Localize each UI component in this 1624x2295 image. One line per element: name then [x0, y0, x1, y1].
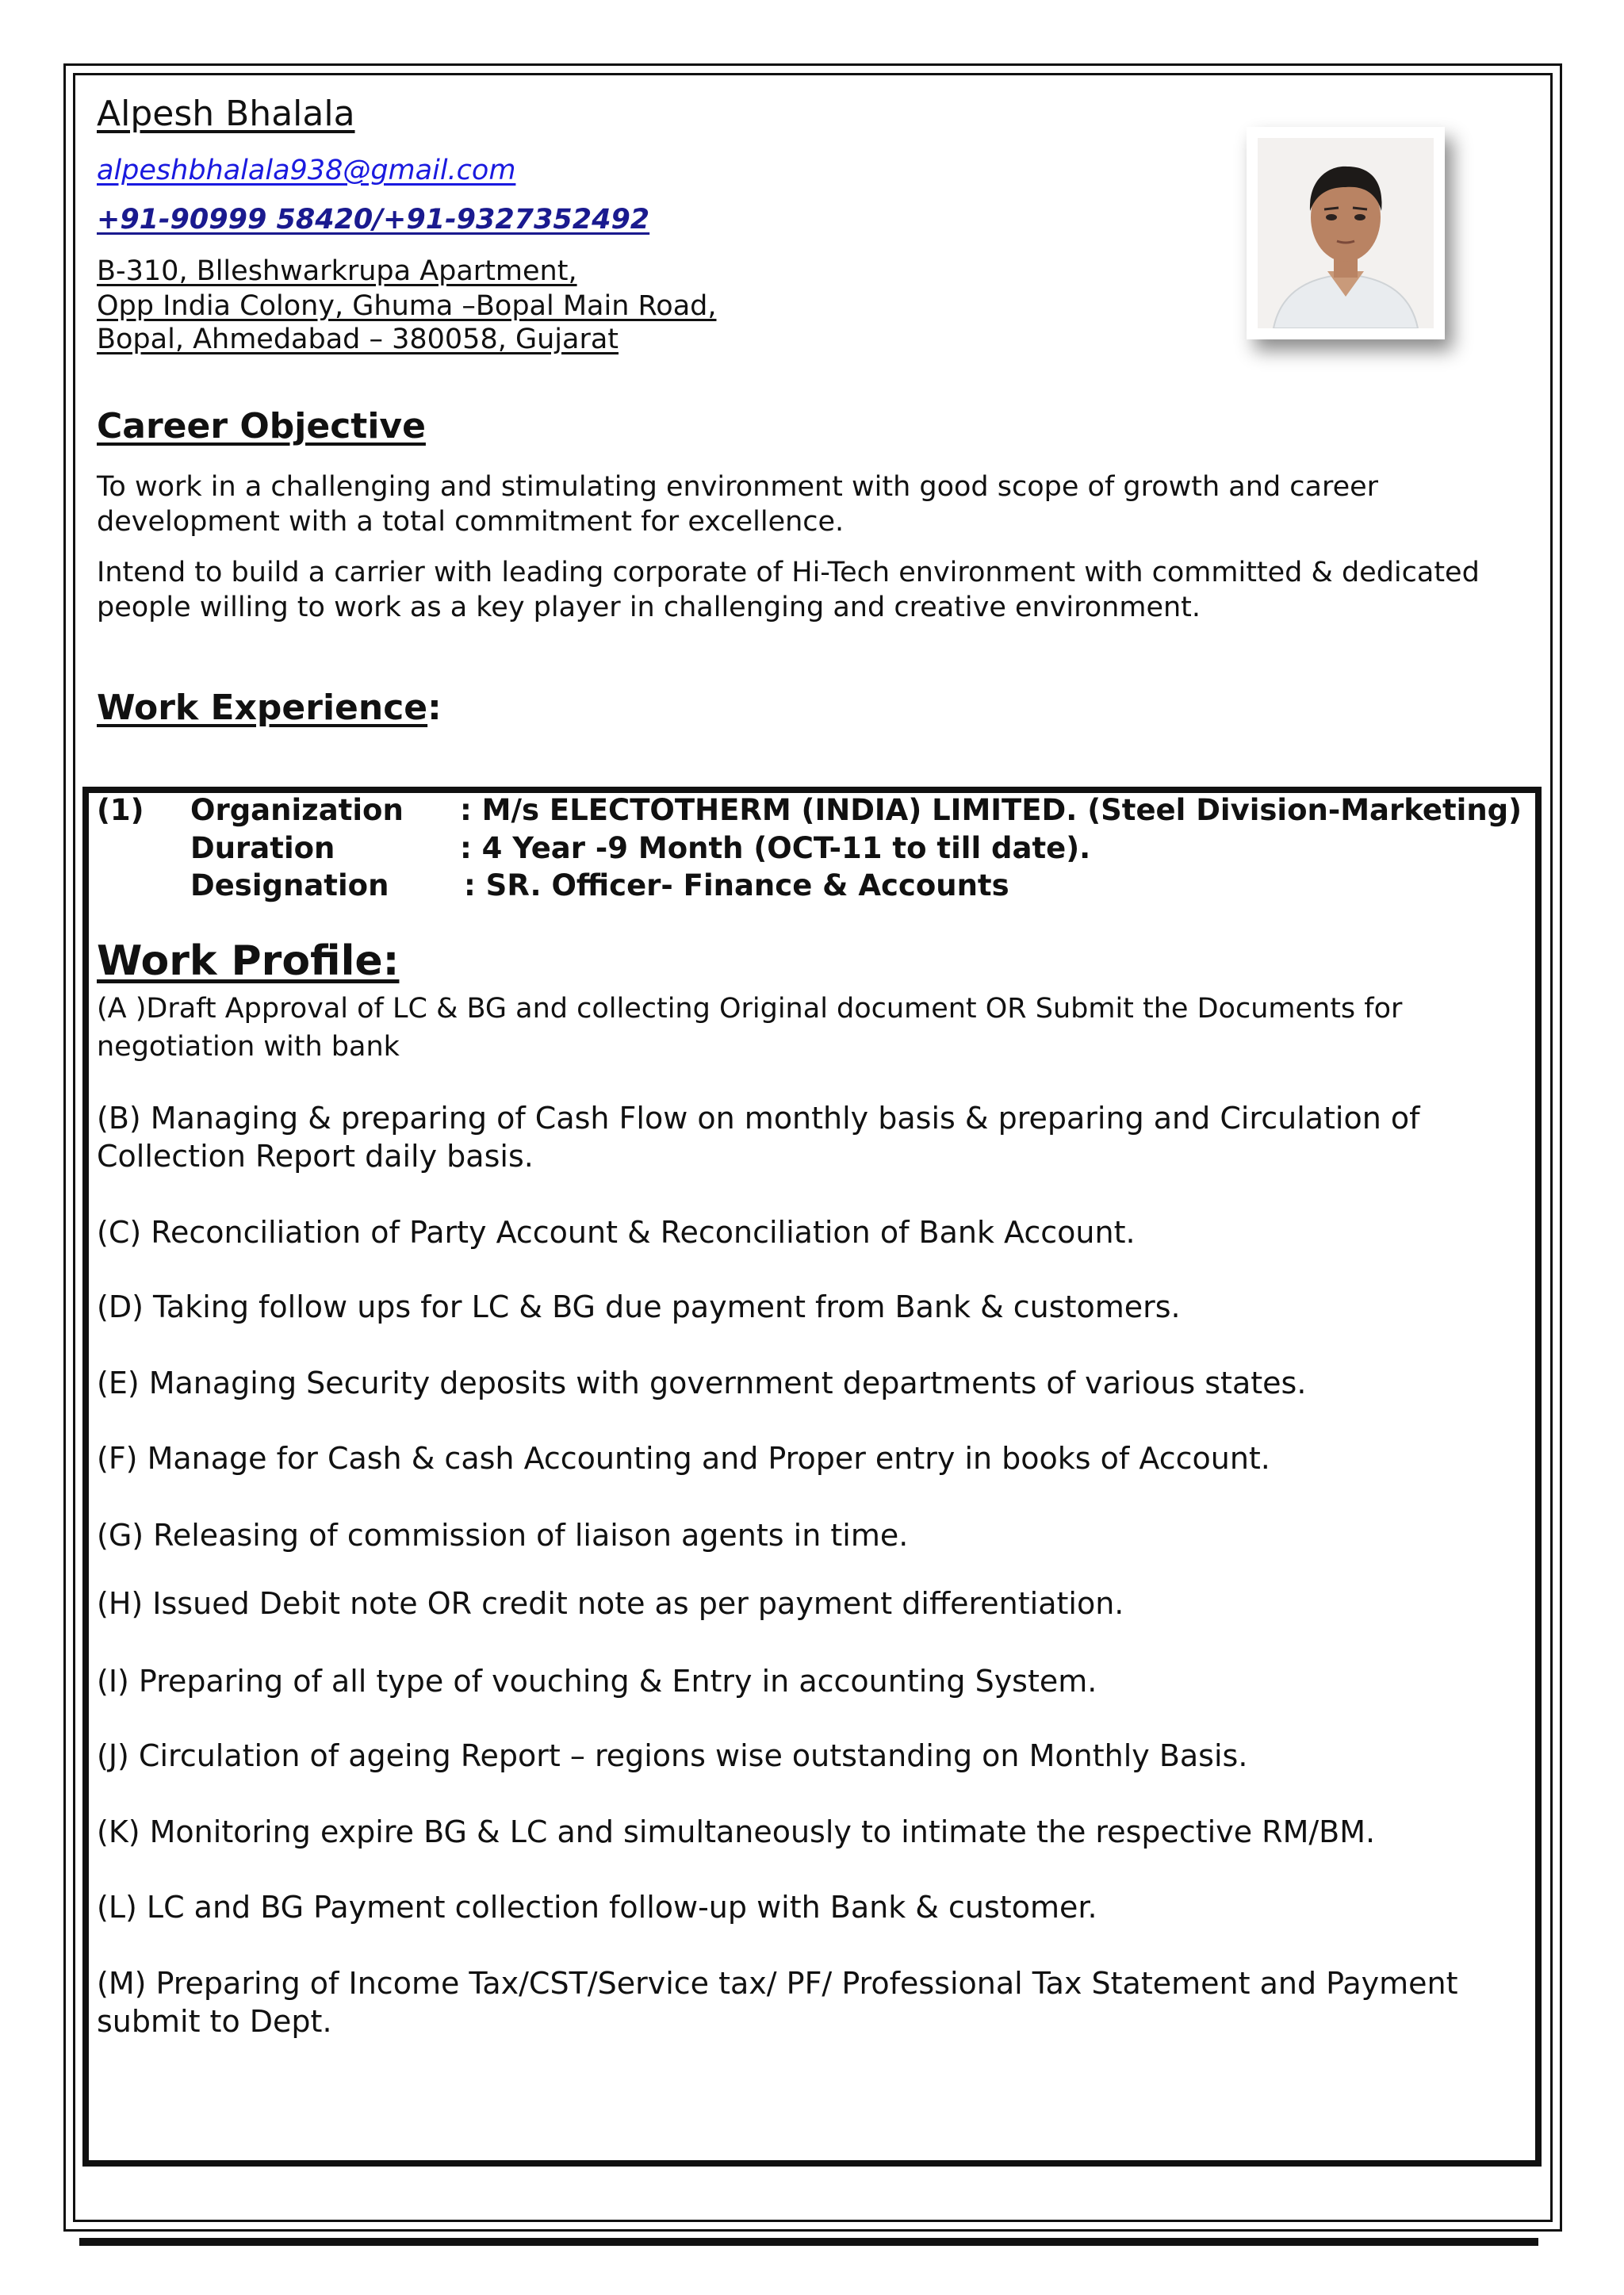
designation-label: Designation	[190, 868, 389, 902]
bottom-rule	[79, 2238, 1538, 2246]
experience-number: (1)	[97, 793, 144, 827]
work-profile-item: (D) Taking follow ups for LC & BG due payment from Bank & customers.	[97, 1289, 1181, 1324]
career-objective-paragraph-2: Intend to build a carrier with leading corporate of Hi-Tech environment with committed & dedicated people willing to work as a key player in challenging and creative environment.	[97, 557, 1480, 623]
work-profile-item: (M) Preparing of Income Tax/CST/Service tax/ PF/ Professional Tax Statement and Payment submit to Dept.	[97, 1966, 1458, 2039]
designation-value: : SR. Officer- Finance & Accounts	[464, 868, 1009, 902]
work-profile-item: (B) Managing & preparing of Cash Flow on monthly basis & preparing and Circulation of Collection Report daily basis.	[97, 1101, 1420, 1174]
address-line-3: Bopal, Ahmedabad – 380058, Gujarat	[97, 324, 619, 355]
candidate-name: Alpesh Bhalala	[97, 94, 355, 134]
address-line-2: Opp India Colony, Ghuma –Bopal Main Road,	[97, 290, 717, 322]
email-link[interactable]: alpeshbhalala938@gmail.com	[97, 155, 516, 186]
work-profile-heading: Work Profile:	[97, 937, 400, 985]
organization-value: : M/s ELECTOTHERM (INDIA) LIMITED. (Steel Division-Marketing)	[460, 793, 1522, 827]
career-objective-paragraph-1: To work in a challenging and stimulating environment with good scope of growth and career development with a total commitment for excellence.	[97, 471, 1379, 538]
work-profile-item: (G) Releasing of commission of liaison agents in time.	[97, 1518, 909, 1553]
work-profile-item: (E) Managing Security deposits with government departments of various states.	[97, 1366, 1307, 1400]
work-experience-heading: Work Experience:	[97, 688, 442, 728]
phone-numbers: +91-90999 58420/+91-9327352492	[97, 204, 650, 236]
duration-value: : 4 Year -9 Month (OCT-11 to till date).	[460, 831, 1091, 865]
work-profile-item: (A )Draft Approval of LC & BG and collecting Original document OR Submit the Documents for negotiation with bank	[97, 993, 1403, 1063]
profile-photo-frame	[1247, 127, 1445, 339]
organization-label: Organization	[190, 793, 404, 827]
work-profile-item: (J) Circulation of ageing Report – regions wise outstanding on Monthly Basis.	[97, 1738, 1248, 1773]
work-profile-item: (C) Reconciliation of Party Account & Reconciliation of Bank Account.	[97, 1215, 1136, 1250]
duration-label: Duration	[190, 831, 335, 865]
work-profile-item: (H) Issued Debit note OR credit note as per payment differentiation.	[97, 1586, 1124, 1621]
career-objective-heading: Career Objective	[97, 406, 426, 446]
work-profile-item: (F) Manage for Cash & cash Accounting and Proper entry in books of Account.	[97, 1441, 1270, 1476]
address-line-1: B-310, Blleshwarkrupa Apartment,	[97, 255, 577, 287]
work-profile-item: (I) Preparing of all type of vouching & Entry in accounting System.	[97, 1664, 1097, 1699]
work-profile-item: (K) Monitoring expire BG & LC and simultaneously to intimate the respective RM/BM.	[97, 1814, 1376, 1849]
profile-photo	[1258, 138, 1434, 328]
work-profile-item: (L) LC and BG Payment collection follow-up with Bank & customer.	[97, 1890, 1097, 1925]
